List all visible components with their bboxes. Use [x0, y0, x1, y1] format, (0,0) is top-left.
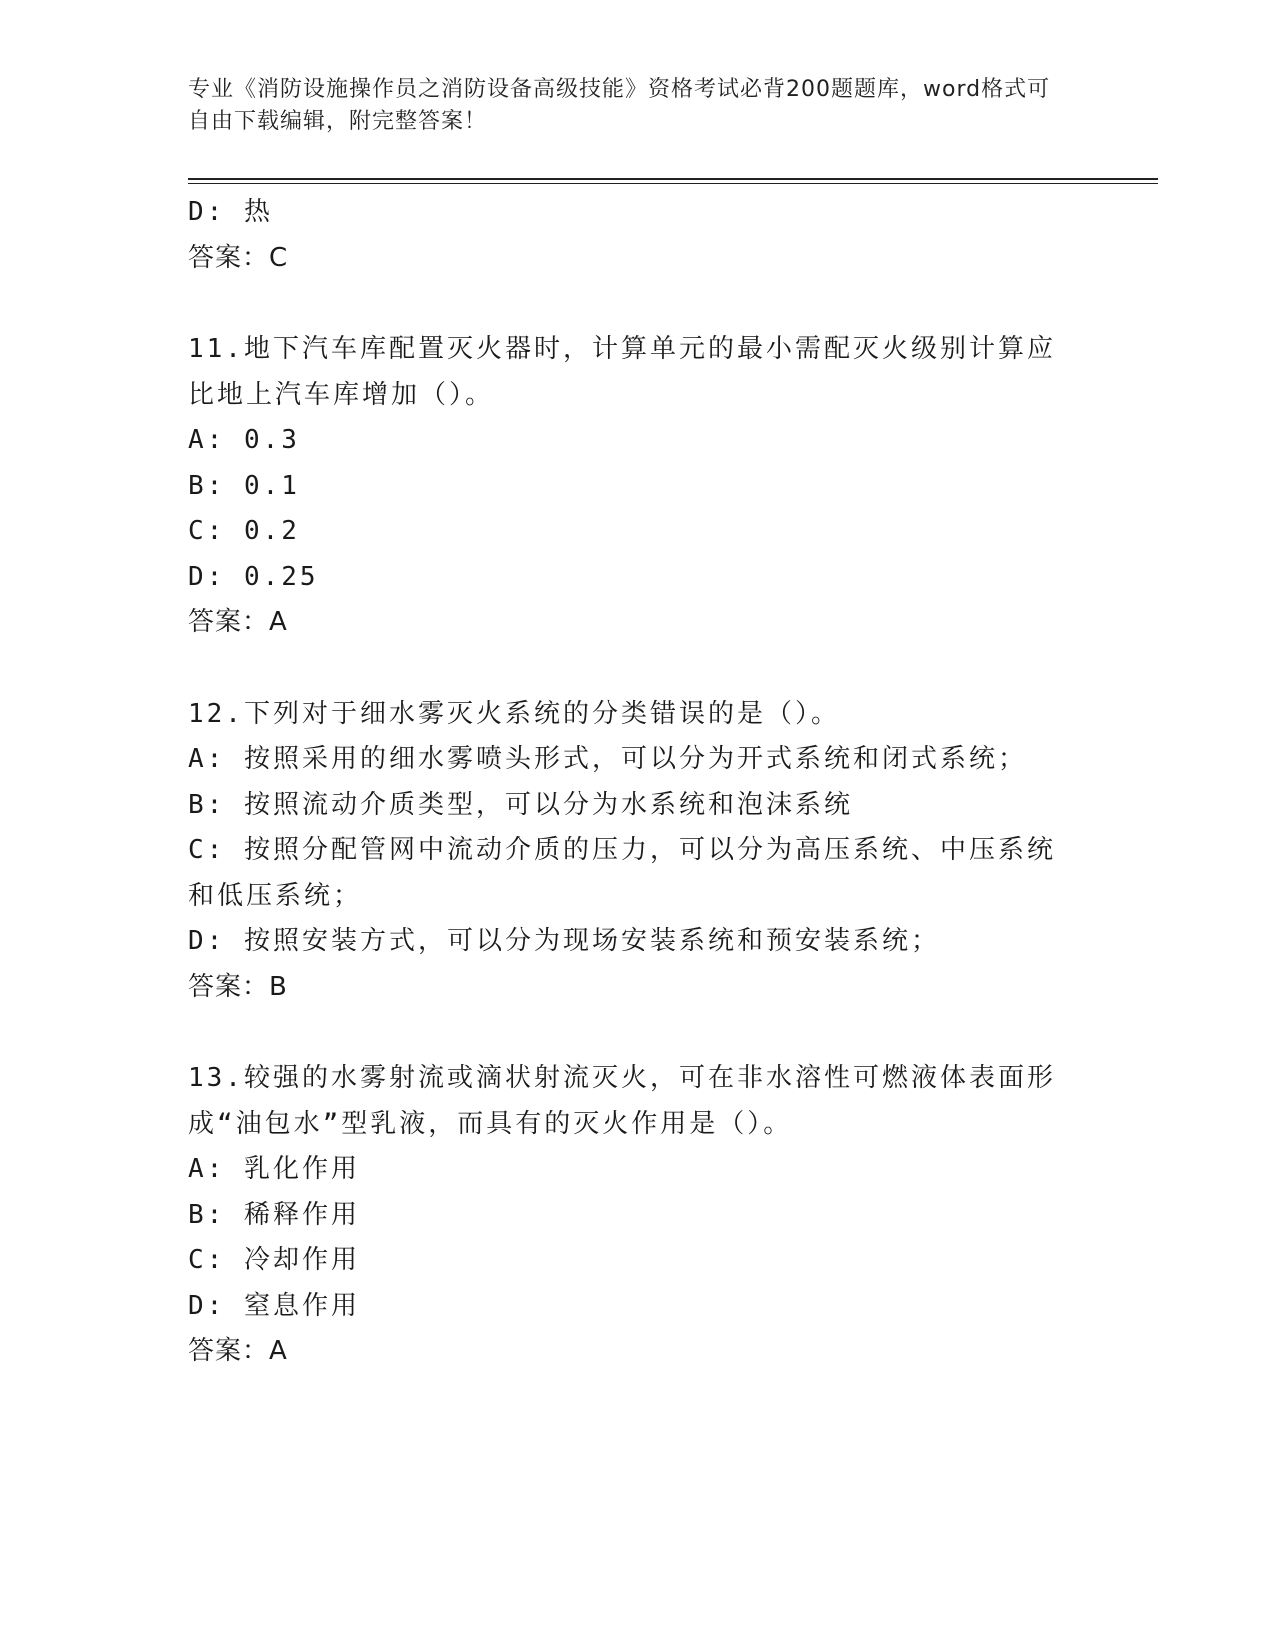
spacer — [188, 1010, 1088, 1056]
option-c: C: 冷却作用 — [188, 1245, 360, 1275]
question-block-11 — [188, 327, 1088, 646]
header-divider — [188, 178, 1158, 180]
question-block-13 — [188, 1056, 1088, 1375]
question-content — [188, 190, 1088, 1375]
option-d: D: 窒息作用 — [188, 1290, 360, 1321]
option-c: C: 按照分配管网中流动介质的压力，可以分为高压系统、中压系统和低压系统； — [188, 835, 1056, 911]
answer-label: 答案：B — [188, 971, 288, 1002]
option-d: D: 热 — [188, 197, 273, 227]
question-stem: 11.地下汽车库配置灭火器时，计算单元的最小需配灭火级别计算应比地上汽车库增加（）。 — [188, 334, 1056, 410]
answer-label: 答案：A — [188, 1336, 288, 1366]
option-d: D: 0.25 — [188, 561, 319, 592]
option-b: B: 稀释作用 — [188, 1199, 360, 1230]
option-b: B: 0.1 — [188, 470, 300, 501]
option-c: C: 0.2 — [188, 516, 300, 546]
answer-label: 答案：A — [188, 607, 288, 637]
page-header: 专业《消防设施操作员之消防设备高级技能》资格考试必背200题题库，word格式可自由下载编辑，附完整答案！ — [188, 77, 1051, 134]
option-a: A: 按照采用的细水雾喷头形式，可以分为开式系统和闭式系统； — [188, 744, 1027, 774]
question-stem: 12.下列对于细水雾灭火系统的分类错误的是（）。 — [188, 698, 840, 729]
answer-label: 答案：C — [188, 242, 289, 273]
spacer — [188, 281, 1088, 327]
header-divider-thin — [188, 183, 1158, 184]
option-a: A: 0.3 — [188, 425, 300, 455]
spacer — [188, 646, 1088, 692]
question-stem: 13.较强的水雾射流或滴状射流灭火，可在非水溶性可燃液体表面形成“油包水”型乳液，而具有的灭火作用是（）。 — [188, 1063, 1056, 1139]
question-block-12 — [188, 692, 1088, 1011]
option-d: D: 按照安装方式，可以分为现场安装系统和预安装系统； — [188, 926, 940, 956]
option-a: A: 乳化作用 — [188, 1154, 360, 1184]
option-b: B: 按照流动介质类型，可以分为水系统和泡沫系统 — [188, 789, 853, 820]
